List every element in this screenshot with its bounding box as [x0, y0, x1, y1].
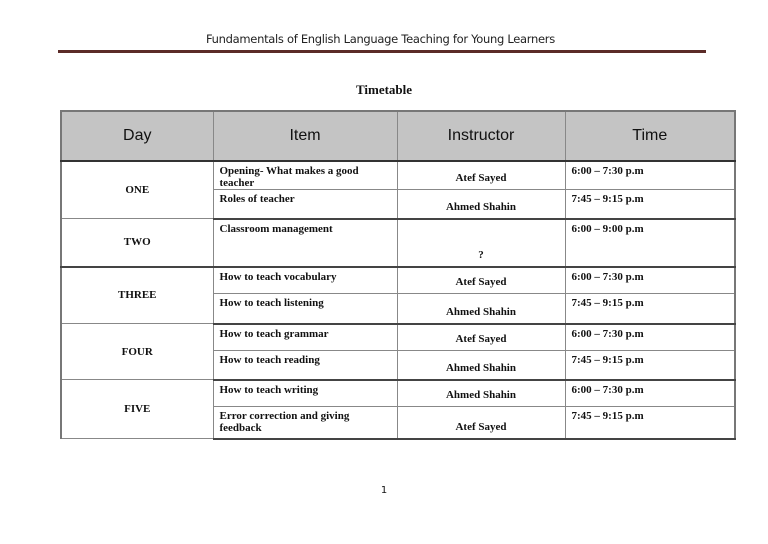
instructor-cell: Atef Sayed	[397, 324, 565, 351]
page-number: 1	[380, 485, 388, 496]
item-cell: Roles of teacher	[213, 190, 397, 219]
time-cell: 7:45 – 9:15 p.m	[565, 190, 735, 219]
day-cell: ONE	[61, 161, 213, 219]
day-cell: FIVE	[61, 380, 213, 439]
running-header: Fundamentals of English Language Teaching for Young Learners	[206, 32, 555, 46]
time-cell: 7:45 – 9:15 p.m	[565, 294, 735, 324]
instructor-cell: Atef Sayed	[397, 161, 565, 190]
item-cell: How to teach grammar	[213, 324, 397, 351]
instructor-cell: Atef Sayed	[397, 267, 565, 294]
table-header-row	[61, 111, 735, 161]
item-cell: Opening- What makes a good teacher	[213, 161, 397, 190]
instructor-cell: ?	[397, 219, 565, 267]
column-header-instructor: Instructor	[397, 111, 565, 161]
column-header-time: Time	[565, 111, 735, 161]
column-header-item: Item	[213, 111, 397, 161]
column-header-day: Day	[61, 111, 213, 161]
table-row	[61, 161, 735, 190]
timetable	[60, 110, 736, 440]
instructor-cell: Ahmed Shahin	[397, 380, 565, 407]
time-cell: 6:00 – 7:30 p.m	[565, 380, 735, 407]
day-cell: THREE	[61, 267, 213, 324]
time-cell: 7:45 – 9:15 p.m	[565, 351, 735, 380]
day-cell: TWO	[61, 219, 213, 267]
instructor-cell: Ahmed Shahin	[397, 190, 565, 219]
time-cell: 7:45 – 9:15 p.m	[565, 407, 735, 439]
table-row	[61, 324, 735, 351]
item-cell: How to teach reading	[213, 351, 397, 380]
document-title: Timetable	[355, 82, 413, 97]
item-cell: Classroom management	[213, 219, 397, 267]
instructor-cell: Ahmed Shahin	[397, 294, 565, 324]
item-cell: How to teach vocabulary	[213, 267, 397, 294]
header-rule	[58, 50, 706, 53]
item-cell: How to teach listening	[213, 294, 397, 324]
instructor-cell: Ahmed Shahin	[397, 351, 565, 380]
item-cell: Error correction and giving feedback	[213, 407, 397, 439]
instructor-cell: Atef Sayed	[397, 407, 565, 439]
time-cell: 6:00 – 7:30 p.m	[565, 161, 735, 190]
time-cell: 6:00 – 9:00 p.m	[565, 219, 735, 267]
item-cell: How to teach writing	[213, 380, 397, 407]
table-row	[61, 219, 735, 267]
table-row	[61, 267, 735, 294]
table-row	[61, 380, 735, 407]
time-cell: 6:00 – 7:30 p.m	[565, 267, 735, 294]
day-cell: FOUR	[61, 324, 213, 380]
time-cell: 6:00 – 7:30 p.m	[565, 324, 735, 351]
